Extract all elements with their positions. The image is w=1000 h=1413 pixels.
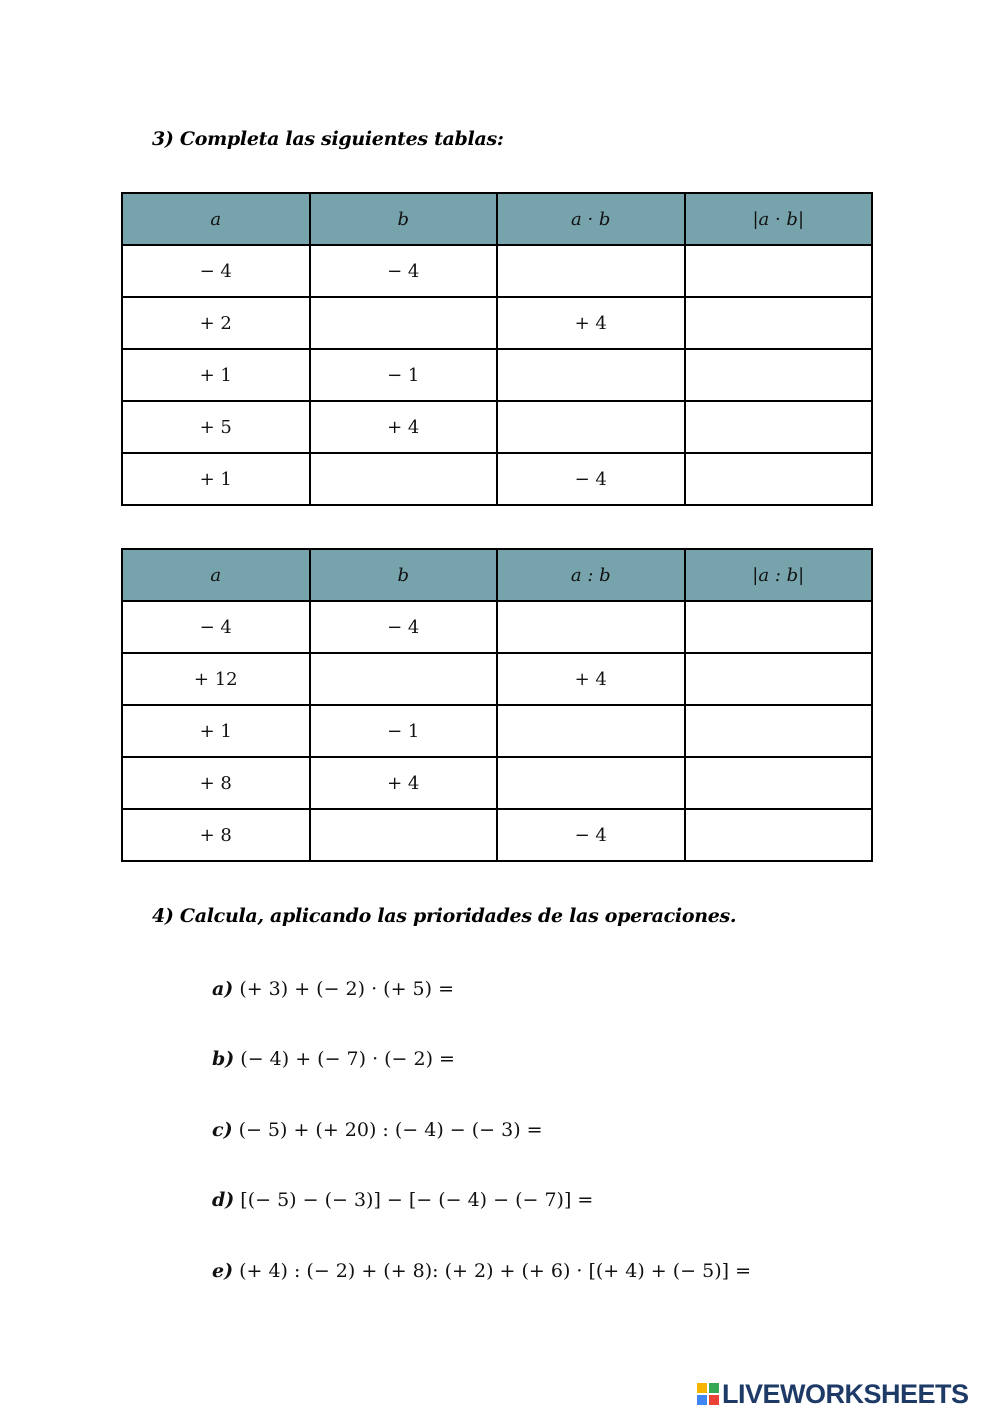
cell-b[interactable] [310,453,498,505]
expression-a [212,978,454,1000]
cell-product[interactable]: + 4 [497,297,685,349]
cell-a: − 4 [122,245,310,297]
table-header-row [122,549,872,601]
cell-a: + 1 [122,705,310,757]
cell-abs-quotient[interactable] [685,601,873,653]
cell-product[interactable]: − 4 [497,453,685,505]
brand-text: LIVEWORKSHEETS [722,1378,969,1409]
expression-c [212,1119,543,1141]
division-table [121,548,873,862]
header-a: a [122,549,310,601]
cell-quotient[interactable]: + 4 [497,653,685,705]
expression-text: (− 4) + (− 7) · (− 2) = [240,1048,455,1070]
cell-b[interactable] [310,653,498,705]
cell-b[interactable] [310,297,498,349]
cell-a: + 2 [122,297,310,349]
cell-b[interactable]: − 4 [310,245,498,297]
table-row [122,245,872,297]
cell-b[interactable]: − 1 [310,705,498,757]
header-quotient: a : b [497,549,685,601]
table-row [122,401,872,453]
expression-label: b) [212,1048,235,1070]
expression-e [212,1260,751,1282]
table-row [122,349,872,401]
cell-abs-quotient[interactable] [685,757,873,809]
cell-abs-product[interactable] [685,349,873,401]
cell-abs-quotient[interactable] [685,809,873,861]
cell-quotient[interactable] [497,601,685,653]
cell-quotient[interactable] [497,757,685,809]
liveworksheets-logo [697,1378,969,1410]
cell-abs-quotient[interactable] [685,705,873,757]
cell-a: + 8 [122,757,310,809]
cell-product[interactable] [497,401,685,453]
cell-abs-quotient[interactable] [685,653,873,705]
expression-text: (+ 3) + (− 2) · (+ 5) = [239,978,455,1000]
table-row [122,809,872,861]
header-abs-product: |a · b| [685,193,873,245]
header-b: b [310,549,498,601]
table-row [122,601,872,653]
expression-text: [(− 5) − (− 3)] − [− (− 4) − (− 7)] = [240,1189,594,1211]
table-row [122,705,872,757]
cell-product[interactable] [497,349,685,401]
header-b: b [310,193,498,245]
table-row [122,757,872,809]
brand-squares-icon [697,1383,719,1405]
cell-a: − 4 [122,601,310,653]
cell-b[interactable]: − 4 [310,601,498,653]
expression-label: c) [212,1119,233,1141]
header-product: a · b [497,193,685,245]
expression-label: e) [212,1260,234,1282]
expression-text: (+ 4) : (− 2) + (+ 8): (+ 2) + (+ 6) · [(+ 4) + (− 5)] = [239,1260,752,1282]
cell-b[interactable] [310,809,498,861]
cell-quotient[interactable] [497,705,685,757]
cell-a: + 1 [122,453,310,505]
cell-b[interactable]: + 4 [310,757,498,809]
header-abs-quotient: |a : b| [685,549,873,601]
cell-abs-product[interactable] [685,245,873,297]
cell-quotient[interactable]: − 4 [497,809,685,861]
exercise-3-title: 3) Completa las siguientes tablas: [152,128,504,150]
expression-b [212,1048,455,1070]
cell-a: + 5 [122,401,310,453]
cell-product[interactable] [497,245,685,297]
cell-abs-product[interactable] [685,401,873,453]
table-row [122,653,872,705]
table-header-row [122,193,872,245]
table-row [122,453,872,505]
exercise-4-title: 4) Calcula, aplicando las prioridades de las operaciones. [152,905,737,927]
expression-label: a) [212,978,234,1000]
expression-label: d) [212,1189,235,1211]
cell-a: + 8 [122,809,310,861]
cell-a: + 1 [122,349,310,401]
cell-b[interactable]: + 4 [310,401,498,453]
cell-abs-product[interactable] [685,453,873,505]
multiplication-table [121,192,873,506]
header-a: a [122,193,310,245]
cell-a: + 12 [122,653,310,705]
table-row [122,297,872,349]
expression-text: (− 5) + (+ 20) : (− 4) − (− 3) = [238,1119,543,1141]
cell-b[interactable]: − 1 [310,349,498,401]
expression-d [212,1189,593,1211]
cell-abs-product[interactable] [685,297,873,349]
